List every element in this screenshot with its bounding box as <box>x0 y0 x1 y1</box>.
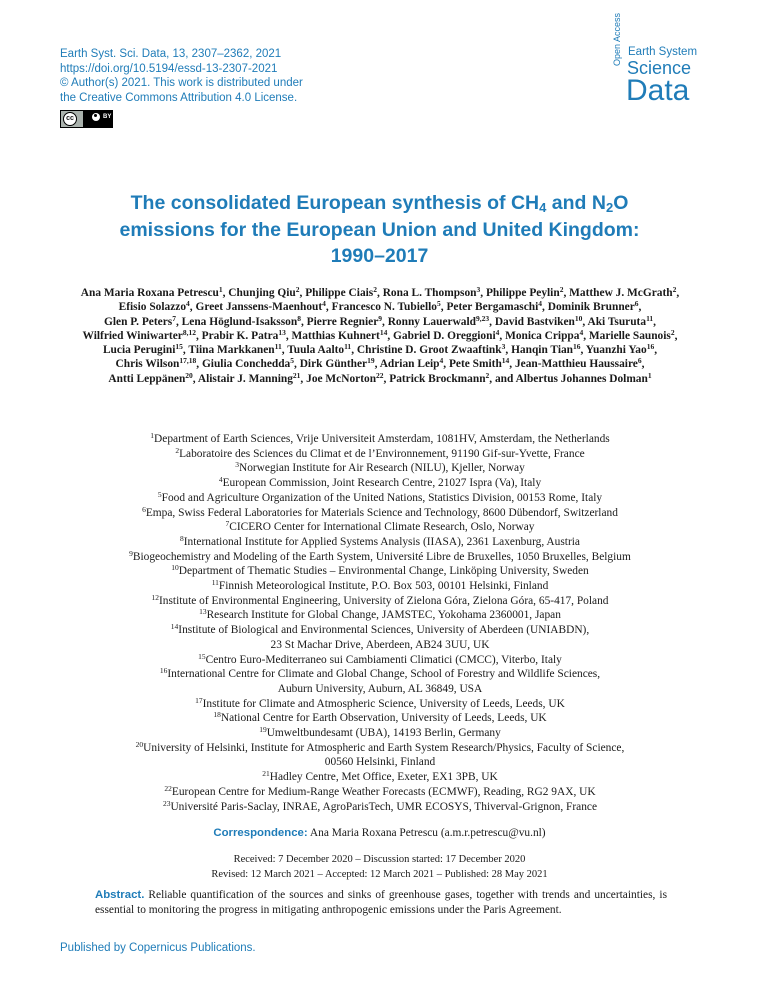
author-separator: , <box>653 315 657 328</box>
publication-dates <box>0 852 759 882</box>
author-affiliation-ref: 11 <box>344 342 352 352</box>
author-affiliation-ref: 19 <box>367 356 375 366</box>
author-name: Pierre Regnier$^9$ <box>306 313 382 328</box>
author-separator: , <box>489 315 495 328</box>
publisher-footer[interactable]: Published by Copernicus Publications. <box>60 942 256 954</box>
affiliation-text: Research Institute for Global Change, JAMSTEC, Yokohama 2360001, Japan <box>206 609 561 622</box>
author-affiliation-ref: 9 <box>378 313 382 323</box>
author-name: Peter Bergamaschi$^4$ <box>446 299 543 314</box>
author-affiliation-ref: 16 <box>573 342 581 352</box>
author-separator: , <box>542 301 548 314</box>
affiliation-text: Institute for Climate and Atmospheric Science, University of Leeds, Leeds, UK <box>202 697 565 710</box>
author-separator: , <box>182 344 189 357</box>
affiliation-text: Institute of Biological and Environmental Sciences, University of Aberdeen (UNIABDN), <box>178 624 590 637</box>
affiliation-text: Centro Euro-Mediterraneo sui Cambiamenti Climatici (CMCC), Viterbo, Italy <box>205 653 562 666</box>
affiliation-item <box>60 491 700 506</box>
affiliation-item <box>60 800 700 815</box>
author-affiliation-ref: 14 <box>501 356 510 366</box>
author-separator: , <box>563 287 570 299</box>
by-icon <box>83 111 113 127</box>
affiliation-item <box>60 623 700 638</box>
author-name: Lucia Perugini$^{15}$ <box>102 342 183 357</box>
author-name: Wilfried Winiwarter$^{8,12}$ <box>82 327 196 342</box>
affiliation-text: Food and Agriculture Organization of the United Nations, Statistics Division, 00153 Rome, Italy <box>161 491 603 504</box>
author-separator: , <box>383 372 390 385</box>
author-name: Joe McNorton$^{22}$ <box>306 370 384 385</box>
affiliation-number: 22 <box>164 783 172 793</box>
affiliation-text: 00560 Helsinki, Finland <box>324 756 436 769</box>
author-affiliation-ref: 22 <box>376 370 384 380</box>
affiliation-number: 18 <box>213 710 221 720</box>
author-name: Alistair J. Manning$^{21}$ <box>197 370 301 385</box>
logo-line-3: Data <box>626 74 690 107</box>
author-name: Chunjing Qiu$^2$ <box>228 285 300 299</box>
author-affiliation-ref: 15 <box>175 342 183 352</box>
affiliation-item <box>60 461 700 476</box>
author-name: Glen P. Peters$^7$ <box>103 313 176 328</box>
author-name: Hanqin Tian$^{16}$ <box>511 342 581 357</box>
author-name: Chris Wilson$^{17,18}$ <box>115 356 197 371</box>
affiliation-text: Norwegian Institute for Air Research (NILU), Kjeller, Norway <box>238 462 525 475</box>
affiliation-number: 15 <box>198 651 206 661</box>
author-name: Prabir K. Patra$^{13}$ <box>201 327 286 342</box>
affiliation-text: Department of Earth Sciences, Vrije Universiteit Amsterdam, 1081HV, Amsterdam, the Netherlands <box>154 433 610 445</box>
author-name: Dirk Günther$^{19}$ <box>299 356 375 371</box>
author-separator: , <box>638 301 642 314</box>
affiliation-number: 2 <box>175 445 180 455</box>
author-affiliation-ref: 20 <box>185 370 193 380</box>
author-separator: , <box>440 301 447 314</box>
author-separator: , <box>299 287 306 299</box>
affiliation-text: Université Paris-Saclay, INRAE, AgroParisTech, UMR ECOSYS, Thiverval-Grignon, France <box>170 800 598 813</box>
author-name: Matthew J. McGrath$^2$ <box>569 285 677 299</box>
author-name: Rona L. Thompson$^3$ <box>382 285 481 299</box>
affiliation-item <box>60 432 700 447</box>
affiliation-item <box>60 667 700 682</box>
affiliation-text: National Centre for Earth Observation, University of Leeds, Leeds, UK <box>220 712 547 725</box>
author-separator: , <box>374 358 380 371</box>
affiliation-number: 14 <box>170 622 179 632</box>
author-separator: , <box>294 358 300 371</box>
author-affiliation-ref: 17,18 <box>179 356 197 366</box>
cc-by-license-badge[interactable] <box>60 110 113 128</box>
author-name: Marielle Saunois$^2$ <box>588 327 675 342</box>
affiliation-item <box>60 755 700 770</box>
affiliation-text: International Institute for Applied Systems Analysis (IIASA), 2361 Laxenburg, Austria <box>183 535 580 548</box>
affiliation-item <box>60 550 700 565</box>
license-link[interactable]: the Creative Commons Attribution 4.0 License. <box>60 91 298 104</box>
author-separator: , <box>674 329 678 342</box>
copyright: © Author(s) 2021. This work is distributed under <box>60 77 303 90</box>
affiliation-number: 3 <box>235 460 239 470</box>
author-affiliation-ref: 1 <box>218 285 223 294</box>
author-name: Adrian Leip$^4$ <box>379 356 444 371</box>
affiliation-text: Empa, Swiss Federal Laboratories for Materials Science and Technology, 8600 Dübendorf, Switzerland <box>145 506 618 519</box>
affiliation-item <box>60 711 700 726</box>
author-affiliation-ref: 2 <box>295 285 300 294</box>
author-separator: , <box>196 358 202 371</box>
affiliation-text: European Commission, Joint Research Centre, 21027 Ispra (Va), Italy <box>222 477 542 490</box>
affiliation-number: 11 <box>211 578 219 588</box>
affiliation-number: 16 <box>159 666 168 676</box>
author-affiliation-ref: 2 <box>485 370 490 380</box>
author-name: Albertus Johannes Dolman$^1$ <box>515 370 652 385</box>
author-separator: , <box>499 329 506 342</box>
author-separator: , <box>387 329 394 342</box>
author-affiliation-ref: 6 <box>637 356 642 366</box>
affiliation-number: 9 <box>129 548 133 558</box>
affiliation-item <box>60 638 700 653</box>
affiliation-text: European Centre for Medium-Range Weather Forecasts (ECMWF), Reading, RG2 9AX, UK <box>171 785 596 798</box>
affiliation-number: 13 <box>199 607 207 617</box>
affiliation-item <box>60 520 700 535</box>
abstract <box>95 888 667 918</box>
author-name: Patrick Brockmann$^2$ <box>389 370 490 385</box>
paper-title: The consolidated European synthesis of $CH_4$ and $N_2O$ emissions for the European Union and United Kingdom: 1990–2017 <box>119 192 640 267</box>
author-separator: , <box>281 344 288 357</box>
author-name: Dominik Brunner$^6$ <box>547 299 639 314</box>
author-affiliation-ref: 7 <box>172 313 176 323</box>
author-separator: , <box>676 287 680 299</box>
author-affiliation-ref: 2 <box>373 285 377 294</box>
author-name: David Bastviken$^{10}$ <box>494 313 583 328</box>
affiliation-number: 12 <box>151 592 159 602</box>
author-name: Tuula Aalto$^{11}$ <box>287 342 352 357</box>
affiliation-number: 5 <box>157 489 162 499</box>
affiliation-item <box>60 682 700 697</box>
affiliation-item <box>60 506 700 521</box>
author-name: Aki Tsuruta$^{11}$ <box>587 313 654 328</box>
affiliation-item <box>60 726 700 741</box>
dates-line-1: Received: 7 December 2020 – Discussion started: 17 December 2020 <box>233 854 526 865</box>
affiliation-text: CICERO Center for International Climate Research, Oslo, Norway <box>229 521 535 534</box>
author-separator: , <box>300 372 307 385</box>
author-separator: , <box>376 287 383 299</box>
affiliation-number: 20 <box>135 739 144 749</box>
author-separator: , <box>382 315 388 328</box>
correspondence-text: Ana Maria Roxana Petrescu (a.m.r.petrescu@vu.nl) <box>309 827 546 839</box>
author-affiliation-ref: 2 <box>559 285 564 294</box>
author-separator: , <box>509 358 515 371</box>
author-separator: , <box>583 329 589 342</box>
affiliation-item <box>60 697 700 712</box>
author-affiliation-ref: 1 <box>647 370 652 380</box>
affiliation-text: Hadley Centre, Met Office, Exeter, EX1 3PB, UK <box>269 771 498 784</box>
author-affiliation-ref: 21 <box>292 370 301 380</box>
affiliation-item <box>60 608 700 623</box>
author-name: Philippe Ciais$^2$ <box>305 285 377 299</box>
affiliation-item <box>60 594 700 609</box>
affiliation-number: 1 <box>150 431 155 440</box>
dates-line-2: Revised: 12 March 2021 – Accepted: 12 March 2021 – Published: 28 May 2021 <box>211 869 548 880</box>
author-affiliation-ref: 11 <box>646 313 654 323</box>
author-name: Monica Crippa$^4$ <box>505 327 584 342</box>
correspondence <box>0 827 759 839</box>
journal-logo <box>612 12 708 108</box>
author-affiliation-ref: 14 <box>379 327 388 337</box>
affiliation-text: Umweltbundesamt (UBA), 14193 Berlin, Germany <box>266 727 501 740</box>
author-affiliation-ref: 10 <box>574 313 583 323</box>
author-name: Ana Maria Roxana Petrescu$^1$ <box>80 285 223 299</box>
affiliation-number: 8 <box>180 533 184 543</box>
logo-line-2: Science <box>627 58 692 78</box>
author-separator: , <box>325 301 332 314</box>
author-separator: , <box>222 287 229 299</box>
author-affiliation-ref: 9,23 <box>476 313 490 323</box>
author-separator: , <box>641 358 645 371</box>
affiliation-item <box>60 741 700 756</box>
affiliation-text: University of Helsinki, Institute for Atmospheric and Earth System Research/Physics, Faculty of Science, <box>143 741 625 754</box>
affiliation-item <box>60 785 700 800</box>
affiliation-text: Finnish Meteorological Institute, P.O. Box 503, 00101 Helsinki, Finland <box>218 580 549 593</box>
author-name: Ronny Lauerwald$^{9,23}$ <box>387 313 490 328</box>
affiliation-item <box>60 770 700 785</box>
affiliation-text: Institute of Environmental Engineering, University of Zielona Góra, Zielona Góra, 65-417, Poland <box>158 594 609 607</box>
author-affiliation-ref: 4 <box>322 299 326 309</box>
author-name: Christine D. Groot Zwaaftink$^3$ <box>356 342 506 357</box>
author-name: Pete Smith$^{14}$ <box>448 356 510 371</box>
author-affiliation-ref: 5 <box>436 299 441 309</box>
affiliation-text: International Centre for Climate and Global Change, School of Forestry and Wildlife Sciences, <box>167 668 601 681</box>
author-affiliation-ref: 8,12 <box>182 327 196 337</box>
author-separator: , <box>351 344 357 357</box>
citation: Earth Syst. Sci. Data, 13, 2307–2362, 2021 <box>60 48 282 60</box>
author-affiliation-ref: 11 <box>274 342 282 352</box>
correspondence-label: Correspondence: <box>213 827 308 839</box>
affiliation-list <box>60 432 700 814</box>
author-name: Jean-Matthieu Haussaire$^6$ <box>514 356 642 371</box>
author-affiliation-ref: 4 <box>439 356 444 366</box>
author-separator: , <box>654 344 658 357</box>
author-affiliation-ref: 5 <box>290 356 294 366</box>
doi-link[interactable]: https://doi.org/10.5194/essd-13-2307-2021 <box>60 62 278 75</box>
cc-icon: cc <box>63 112 77 126</box>
affiliation-text: Auburn University, Auburn, AL 36849, USA <box>277 682 483 695</box>
affiliation-number: 7 <box>225 519 230 529</box>
author-separator: , <box>505 344 512 357</box>
author-affiliation-ref: 2 <box>672 285 677 294</box>
affiliation-item <box>60 653 700 668</box>
author-affiliation-ref: 4 <box>579 327 584 337</box>
affiliation-text: Biogeochemistry and Modeling of the Earth System, Université Libre de Bruxelles, 1050 Bruxelles, Belgium <box>132 550 631 563</box>
author-name: Giulia Conchedda$^5$ <box>201 356 294 371</box>
author-affiliation-ref: 4 <box>186 299 190 309</box>
affiliation-item <box>60 535 700 550</box>
affiliation-number: 4 <box>218 475 223 485</box>
author-name: Matthias Kuhnert$^{14}$ <box>291 327 388 342</box>
author-separator: , <box>192 372 198 385</box>
author-separator: , <box>189 301 196 314</box>
author-affiliation-ref: 3 <box>476 285 481 294</box>
affiliation-number: 6 <box>142 504 146 514</box>
author-separator: , <box>443 358 449 371</box>
affiliation-text: 23 St Machar Drive, Aberdeen, AB24 3UU, UK <box>270 638 490 651</box>
author-name: Efisio Solazzo$^4$ <box>118 299 190 314</box>
affiliation-number: 10 <box>171 563 179 573</box>
author-affiliation-ref: 4 <box>495 327 500 337</box>
author-affiliation-ref: 4 <box>538 299 543 309</box>
author-name: Tiina Markkanen$^{11}$ <box>188 342 282 357</box>
logo-line-1: Earth System <box>628 46 698 58</box>
author-name: Gabriel D. Oreggioni$^4$ <box>393 327 500 342</box>
author-name: Lena Höglund-Isaksson$^8$ <box>181 313 301 328</box>
author-affiliation-ref: 13 <box>278 327 286 337</box>
author-name: Greet Janssens-Maenhout$^4$ <box>195 299 326 314</box>
affiliation-item <box>60 579 700 594</box>
author-name: Francesco N. Tubiello$^5$ <box>331 299 441 314</box>
affiliation-item <box>60 447 700 462</box>
affiliation-number: 17 <box>195 695 203 705</box>
author-name: Yuanzhi Yao$^{16}$ <box>585 342 655 357</box>
open-access-label: Open Access <box>612 12 622 66</box>
affiliation-item <box>60 476 700 491</box>
abstract-label: Abstract. <box>95 889 145 901</box>
author-separator: , <box>195 329 202 342</box>
author-separator: , <box>580 344 586 357</box>
affiliation-item <box>60 564 700 579</box>
author-separator: , <box>175 315 182 328</box>
author-separator: , and <box>489 372 516 385</box>
author-affiliation-ref: 6 <box>634 299 639 309</box>
author-separator: , <box>300 315 307 328</box>
abstract-text: Reliable quantification of the sources and sinks of greenhouse gases, together with trends and uncertainties, is essential to monitoring the progress in mitigating anthropogenic emissions under the Paris Agreement. <box>95 889 667 916</box>
author-name: Antti Leppänen$^{20}$ <box>108 370 193 385</box>
author-affiliation-ref: 2 <box>670 327 675 337</box>
affiliation-text: Laboratoire des Sciences du Climat et de l’Environnement, 91190 Gif-sur-Yvette, France <box>179 447 585 460</box>
author-separator: , <box>480 287 486 299</box>
affiliation-number: 21 <box>262 769 270 779</box>
author-list <box>80 286 680 386</box>
author-name: Philippe Peylin$^2$ <box>485 285 564 299</box>
author-separator: , <box>582 315 588 328</box>
affiliation-text: Department of Thematic Studies – Environmental Change, Linköping University, Sweden <box>178 565 589 578</box>
journal-header <box>60 47 303 105</box>
affiliation-number: 23 <box>162 798 171 808</box>
by-label: BY <box>103 114 112 120</box>
author-separator: , <box>285 329 292 342</box>
author-affiliation-ref: 16 <box>646 342 655 352</box>
author-affiliation-ref: 8 <box>297 313 301 323</box>
affiliation-number: 19 <box>259 725 267 735</box>
author-affiliation-ref: 3 <box>501 342 506 352</box>
